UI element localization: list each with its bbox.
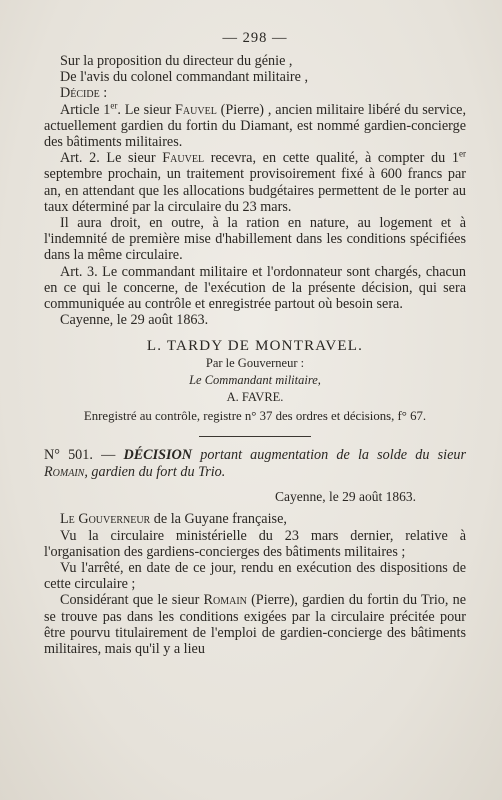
signature-favre: A. FAVRE.: [226, 390, 284, 405]
registre-note: Enregistré au contrôle, registre n° 37 des ordres et décisions, f° 67.: [83, 409, 427, 424]
considerant-a: Considérant que le sieur: [60, 592, 204, 609]
decision-title-name: Romain: [44, 463, 85, 480]
decision-title-c: , gardien du fort du Trio.: [84, 463, 226, 480]
decision-heading: [44, 447, 466, 480]
date-cayenne-2: Cayenne, le 29 août 1863.: [275, 489, 416, 505]
considerant: [44, 592, 466, 657]
article-1-sup: er: [110, 99, 118, 110]
article-2-text-b: recevra, en cette qualité, à compter du 1: [204, 150, 459, 167]
article-2-text-c: septembre prochain, un traitement provisoirement fixé à 600 francs par an, en attendant que les allocations budgétaires permettent de le porter au taux déterminé par la circulaire du 23 mars.: [44, 166, 466, 215]
decision-number: N° 501.: [44, 447, 93, 464]
gouverneur-label: Le Gouverneur: [60, 511, 151, 528]
article-2-text-a: Art. 2. Le sieur: [60, 150, 163, 167]
decision-dash: —: [92, 447, 124, 464]
article-3: Art. 3. Le commandant militaire et l'ordonnateur sont chargés, chacun en ce qui le concerne, de l'exécution de la présente décision, qui sera communiquée au contrôle et enregistrée partout où besoin sera.: [44, 263, 466, 313]
article-1-name: Fauvel: [175, 101, 217, 118]
considerant-b: (Pierre), gardien du fortin du Trio, ne se trouve pas dans les conditions exigées par la circulaire précitée pour être pourvu titulairement de l'emploi de gardien-concierge des bâtiments militaires, mais qu'il y a lieu: [44, 592, 466, 658]
article-1-text-a: . Le sieur: [117, 101, 176, 118]
vu-arrete: Vu l'arrêté, en date de ce jour, rendu en exécution des dispositions de cette circulaire ;: [44, 560, 466, 593]
par-le-gouverneur: Par le Gouverneur :: [205, 356, 305, 371]
vu-circulaire: Vu la circulaire ministérielle du 23 mars dernier, relative à l'organisation des gardiens-concierges des bâtiments militaires ;: [44, 527, 466, 560]
commandant-militaire: Le Commandant militaire,: [189, 373, 321, 388]
article-2: [44, 150, 466, 215]
gouverneur-rest: de la Guyane française,: [150, 511, 287, 528]
decision-title-b: portant augmentation de la solde du sieur: [192, 447, 466, 464]
gouverneur-line: [44, 511, 466, 527]
article-2-sup: er: [458, 148, 466, 159]
article-1-text-b: (Pierre) , ancien militaire libéré du service, actuellement gardien du fortin du Diamant, est nommé gardien-concierge des bâtiments militaires.: [44, 101, 466, 151]
paragraph-droit: Il aura droit, en outre, à la ration en nature, au logement et à l'indemnité de première mise d'habillement dans les conditions spécifiées dans la même circulaire.: [44, 215, 466, 264]
decide-heading: Décide :: [60, 85, 108, 102]
paragraph-proposition: Sur la proposition du directeur du génie ,: [60, 53, 293, 69]
date-cayenne-1: Cayenne, le 29 août 1863.: [60, 312, 209, 329]
paragraph-avis: De l'avis du colonel commandant militaire ,: [60, 69, 309, 86]
considerant-name: Romain: [203, 592, 247, 609]
article-1: [44, 99, 466, 151]
page-number: — 298 —: [222, 30, 288, 46]
article-2-name: Fauvel: [162, 150, 205, 167]
section-divider: [199, 436, 311, 437]
article-1-label: Article 1: [60, 101, 111, 118]
signature-governor: L. TARDY DE MONTRAVEL.: [146, 338, 364, 355]
decision-title-a: DÉCISION: [123, 447, 193, 464]
